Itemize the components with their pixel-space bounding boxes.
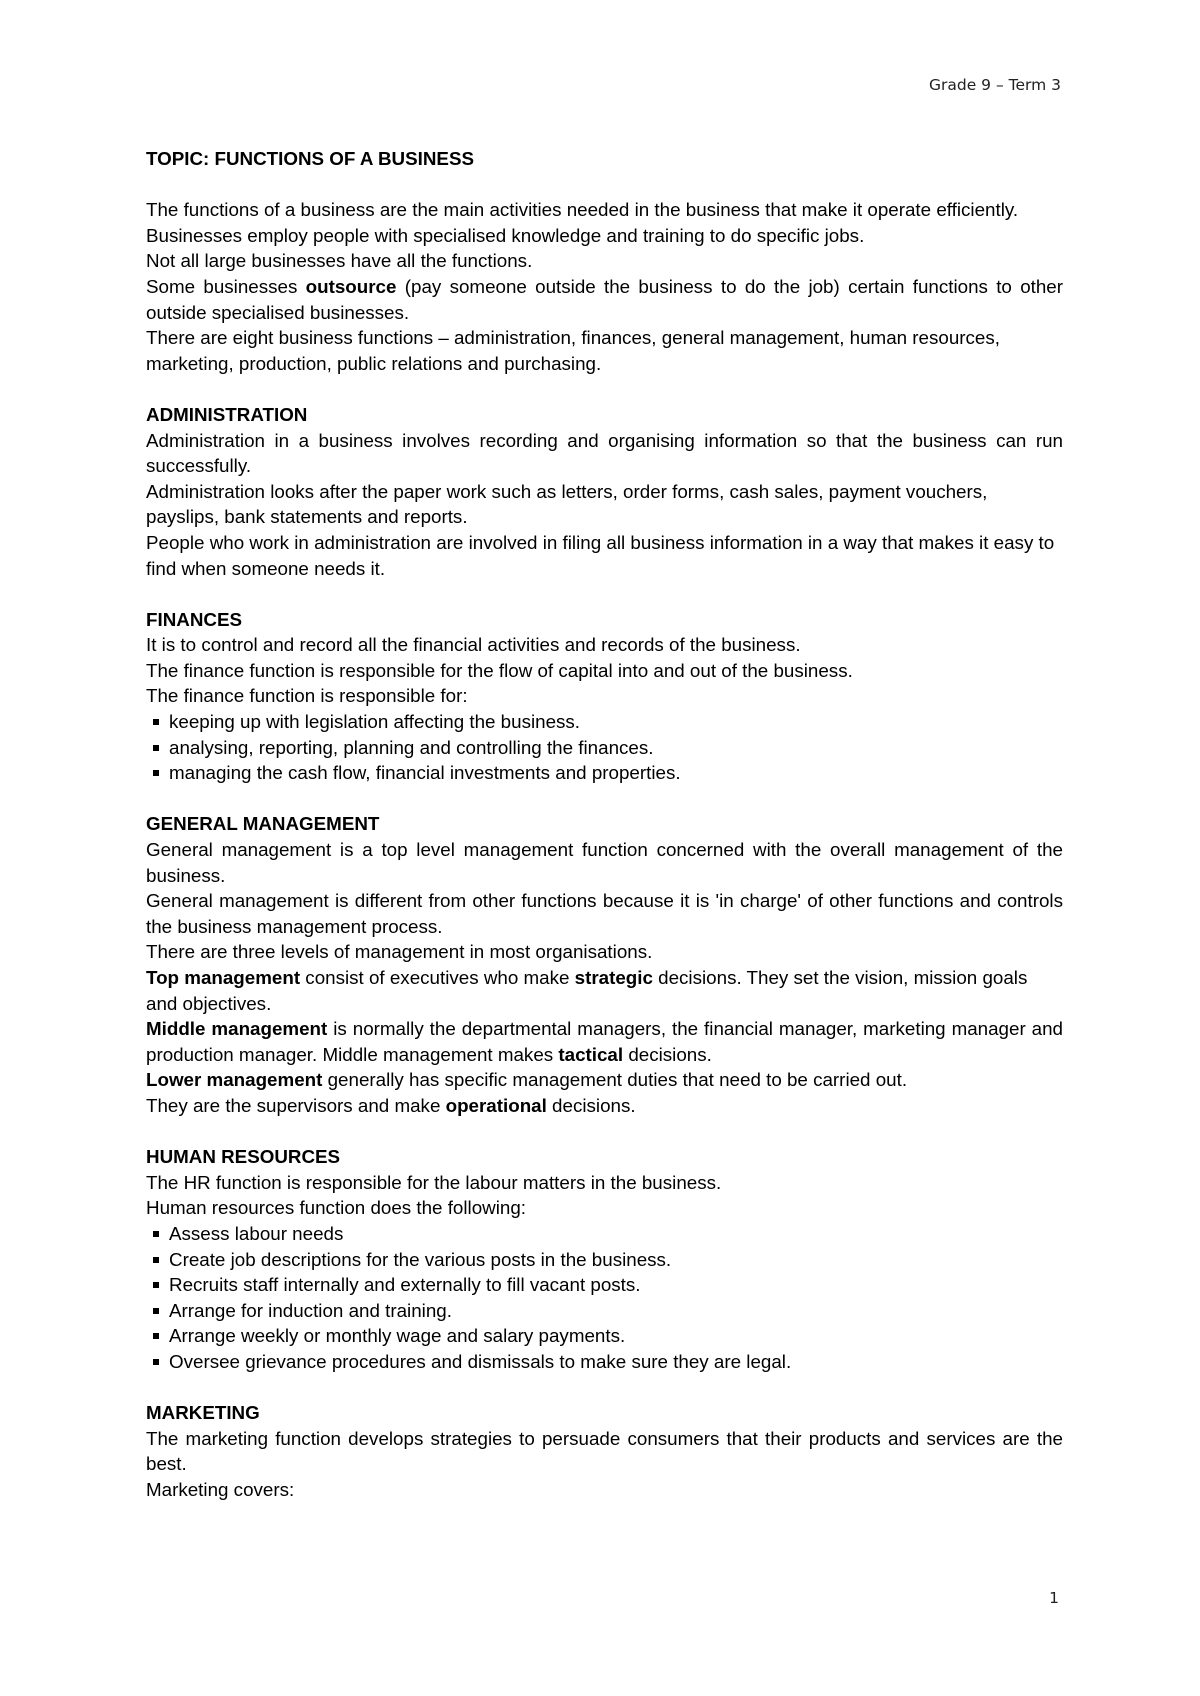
paragraph: The finance function is responsible for:: [146, 685, 468, 707]
running-header: Grade 9 – Term 3: [928, 76, 1061, 94]
section-heading: FINANCES: [146, 608, 242, 630]
general-management-section: [146, 811, 1063, 1118]
supervisors-paragraph: They are the supervisors and make operational decisions.: [146, 1094, 636, 1116]
paragraph: Human resources function does the following:: [146, 1197, 527, 1219]
list-item: Arrange for induction and training.: [146, 1298, 1063, 1324]
intro-paragraph: The functions of a business are the main activities needed in the business that make it operate efficiently.: [146, 199, 1019, 221]
section-heading: ADMINISTRATION: [146, 403, 308, 425]
paragraph: It is to control and record all the financial activities and records of the business.: [146, 634, 801, 656]
lower-management-paragraph: Lower management generally has specific management duties that need to be carried out.: [146, 1069, 908, 1091]
section-heading: HUMAN RESOURCES: [146, 1146, 341, 1168]
list-item: analysing, reporting, planning and controlling the finances.: [146, 735, 1063, 761]
paragraph: The HR function is responsible for the labour matters in the business.: [146, 1171, 722, 1193]
intro-outsource-paragraph: Some businesses outsource (pay someone outside the business to do the job) certain functions to other outside specialised businesses.: [146, 275, 1063, 323]
hr-bullet-list: [146, 1221, 1063, 1375]
list-item: Create job descriptions for the various posts in the business.: [146, 1247, 1063, 1273]
intro-section: [146, 197, 1063, 376]
paragraph: Administration in a business involves recording and organising information so that the business can run successfully.: [146, 429, 1063, 477]
administration-section: [146, 402, 1063, 581]
section-heading: GENERAL MANAGEMENT: [146, 813, 380, 835]
intro-paragraph: Not all large businesses have all the functions.: [146, 250, 533, 272]
list-item: Arrange weekly or monthly wage and salary payments.: [146, 1323, 1063, 1349]
topic-title: TOPIC: FUNCTIONS OF A BUSINESS: [146, 148, 474, 169]
paragraph: Marketing covers:: [146, 1478, 295, 1500]
intro-paragraph: There are eight business functions – administration, finances, general management, human resources, marketing, production, public relations and purchasing.: [146, 327, 1000, 374]
paragraph: Administration looks after the paper work such as letters, order forms, cash sales, payment vouchers, payslips, bank statements and reports.: [146, 480, 988, 528]
finances-section: [146, 607, 1063, 786]
paragraph: General management is different from other functions because it is 'in charge' of other functions and controls the business management process.: [146, 890, 1063, 937]
page-number: 1: [1049, 1589, 1059, 1607]
middle-management-paragraph: Middle management is normally the departmental managers, the financial manager, marketing manager and production manager. Middle management makes tactical decisions.: [146, 1018, 1063, 1065]
list-item: managing the cash flow, financial investments and properties.: [146, 760, 1063, 786]
paragraph: The finance function is responsible for the flow of capital into and out of the business.: [146, 659, 853, 681]
marketing-section: [146, 1400, 1063, 1502]
paragraph: There are three levels of management in most organisations.: [146, 941, 653, 963]
document-body: [146, 146, 1063, 1502]
finance-bullet-list: [146, 709, 1063, 786]
list-item: Assess labour needs: [146, 1221, 1063, 1247]
list-item: Recruits staff internally and externally to fill vacant posts.: [146, 1272, 1063, 1298]
paragraph: General management is a top level management function concerned with the overall management of the business.: [146, 839, 1063, 886]
intro-paragraph: Businesses employ people with specialised knowledge and training to do specific jobs.: [146, 224, 865, 246]
top-management-paragraph: Top management consist of executives who make strategic decisions. They set the vision, mission goals and objectives.: [146, 967, 1028, 1014]
paragraph: People who work in administration are involved in filing all business information in a way that makes it easy to find when someone needs it.: [146, 531, 1055, 579]
human-resources-section: [146, 1144, 1063, 1374]
outsource-term: outsource: [305, 275, 397, 297]
list-item: keeping up with legislation affecting the business.: [146, 709, 1063, 735]
section-heading: MARKETING: [146, 1402, 260, 1424]
list-item: Oversee grievance procedures and dismissals to make sure they are legal.: [146, 1349, 1063, 1375]
paragraph: The marketing function develops strategies to persuade consumers that their products and services are the best.: [146, 1427, 1063, 1475]
